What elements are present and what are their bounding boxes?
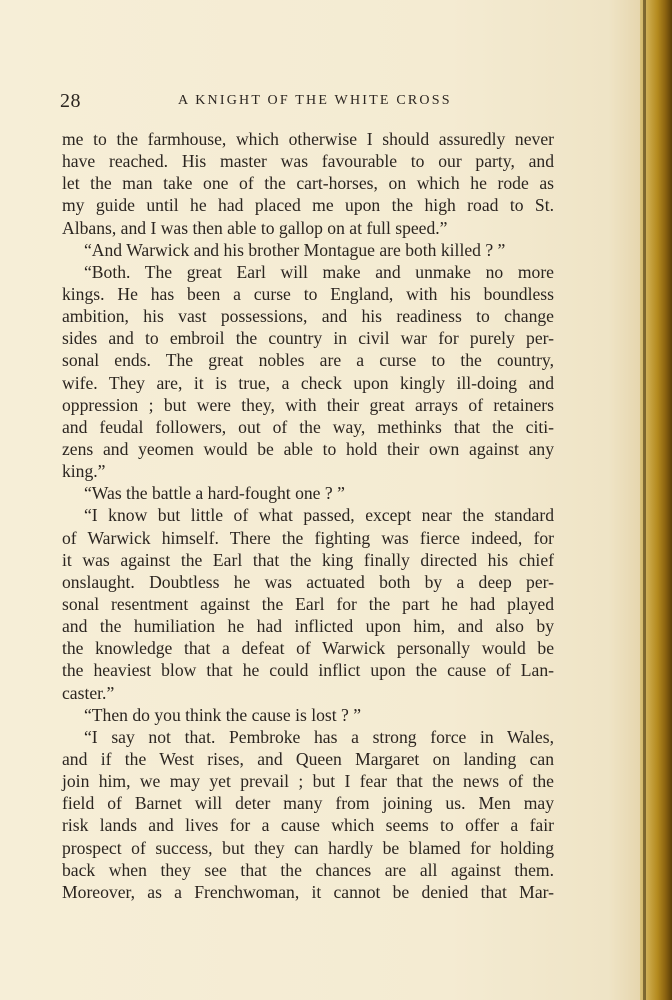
- text-line: and feudal followers, out of the way, methinks that the citi-: [62, 416, 554, 437]
- text-line: risk lands and lives for a cause which seems to offer a fair: [62, 815, 554, 836]
- body-text: [62, 128, 554, 903]
- text-line: join him, we may yet prevail ; but I fear that the news of the: [62, 771, 554, 792]
- running-title: A KNIGHT OF THE WHITE CROSS: [178, 93, 452, 108]
- text-line: zens and yeomen would be able to hold their own against any: [62, 438, 554, 459]
- text-line: ambition, his vast possessions, and his readiness to change: [62, 306, 554, 327]
- text-line: let the man take one of the cart-horses, on which he rode as: [62, 173, 554, 194]
- text-line: “Then do you think the cause is lost ? ”: [84, 704, 362, 725]
- text-line: the heaviest blow that he could inflict upon the cause of Lan-: [62, 660, 554, 681]
- text-line: me to the farmhouse, which otherwise I should assuredly never: [62, 129, 554, 149]
- text-line: oppression ; but were they, with their great arrays of retainers: [62, 394, 554, 415]
- text-line: my guide until he had placed me upon the high road to St.: [62, 195, 554, 216]
- text-line: field of Barnet will deter many from joining us. Men may: [62, 793, 554, 814]
- text-line: have reached. His master was favourable to our party, and: [62, 151, 554, 172]
- text-line: and the humiliation he had inflicted upon him, and also by: [62, 616, 554, 637]
- text-line: and if the West rises, and Queen Margaret on landing can: [62, 748, 554, 769]
- text-line: “Was the battle a hard-fought one ? ”: [84, 483, 345, 504]
- text-line: back when they see that the chances are all against them.: [62, 859, 554, 880]
- text-line: kings. He has been a curse to England, with his boundless: [62, 283, 554, 304]
- text-line: prospect of success, but they can hardly be blamed for holding: [62, 837, 554, 858]
- text-line: of Warwick himself. There the fighting was fierce indeed, for: [62, 527, 554, 548]
- text-line: sides and to embroil the country in civil war for purely per-: [62, 328, 554, 349]
- spine-shadow: [643, 0, 646, 1000]
- page-number: 28: [60, 90, 81, 112]
- text-line: sonal ends. The great nobles are a curse to the country,: [62, 350, 554, 371]
- text-line: “I know but little of what passed, except near the standard: [84, 505, 554, 526]
- text-line: caster.”: [62, 682, 115, 703]
- text-line: Moreover, as a Frenchwoman, it cannot be denied that Mar-: [62, 881, 554, 902]
- text-line: the knowledge that a defeat of Warwick personally would be: [62, 638, 554, 659]
- text-line: “I say not that. Pembroke has a strong force in Wales,: [84, 726, 554, 747]
- text-line: onslaught. Doubtless he was actuated both by a deep per-: [62, 571, 554, 592]
- text-line: “And Warwick and his brother Montague are both killed ? ”: [84, 239, 506, 260]
- text-line: sonal resentment against the Earl for the part he had played: [62, 593, 554, 614]
- text-line: king.”: [62, 461, 106, 482]
- page-header: [60, 90, 554, 114]
- text-line: it was against the Earl that the king finally directed his chief: [62, 549, 554, 570]
- text-line: Albans, and I was then able to gallop on at full speed.”: [62, 217, 448, 238]
- text-line: “Both. The great Earl will make and unmake no more: [84, 261, 554, 282]
- text-line: wife. They are, it is true, a check upon kingly ill-doing and: [62, 372, 554, 393]
